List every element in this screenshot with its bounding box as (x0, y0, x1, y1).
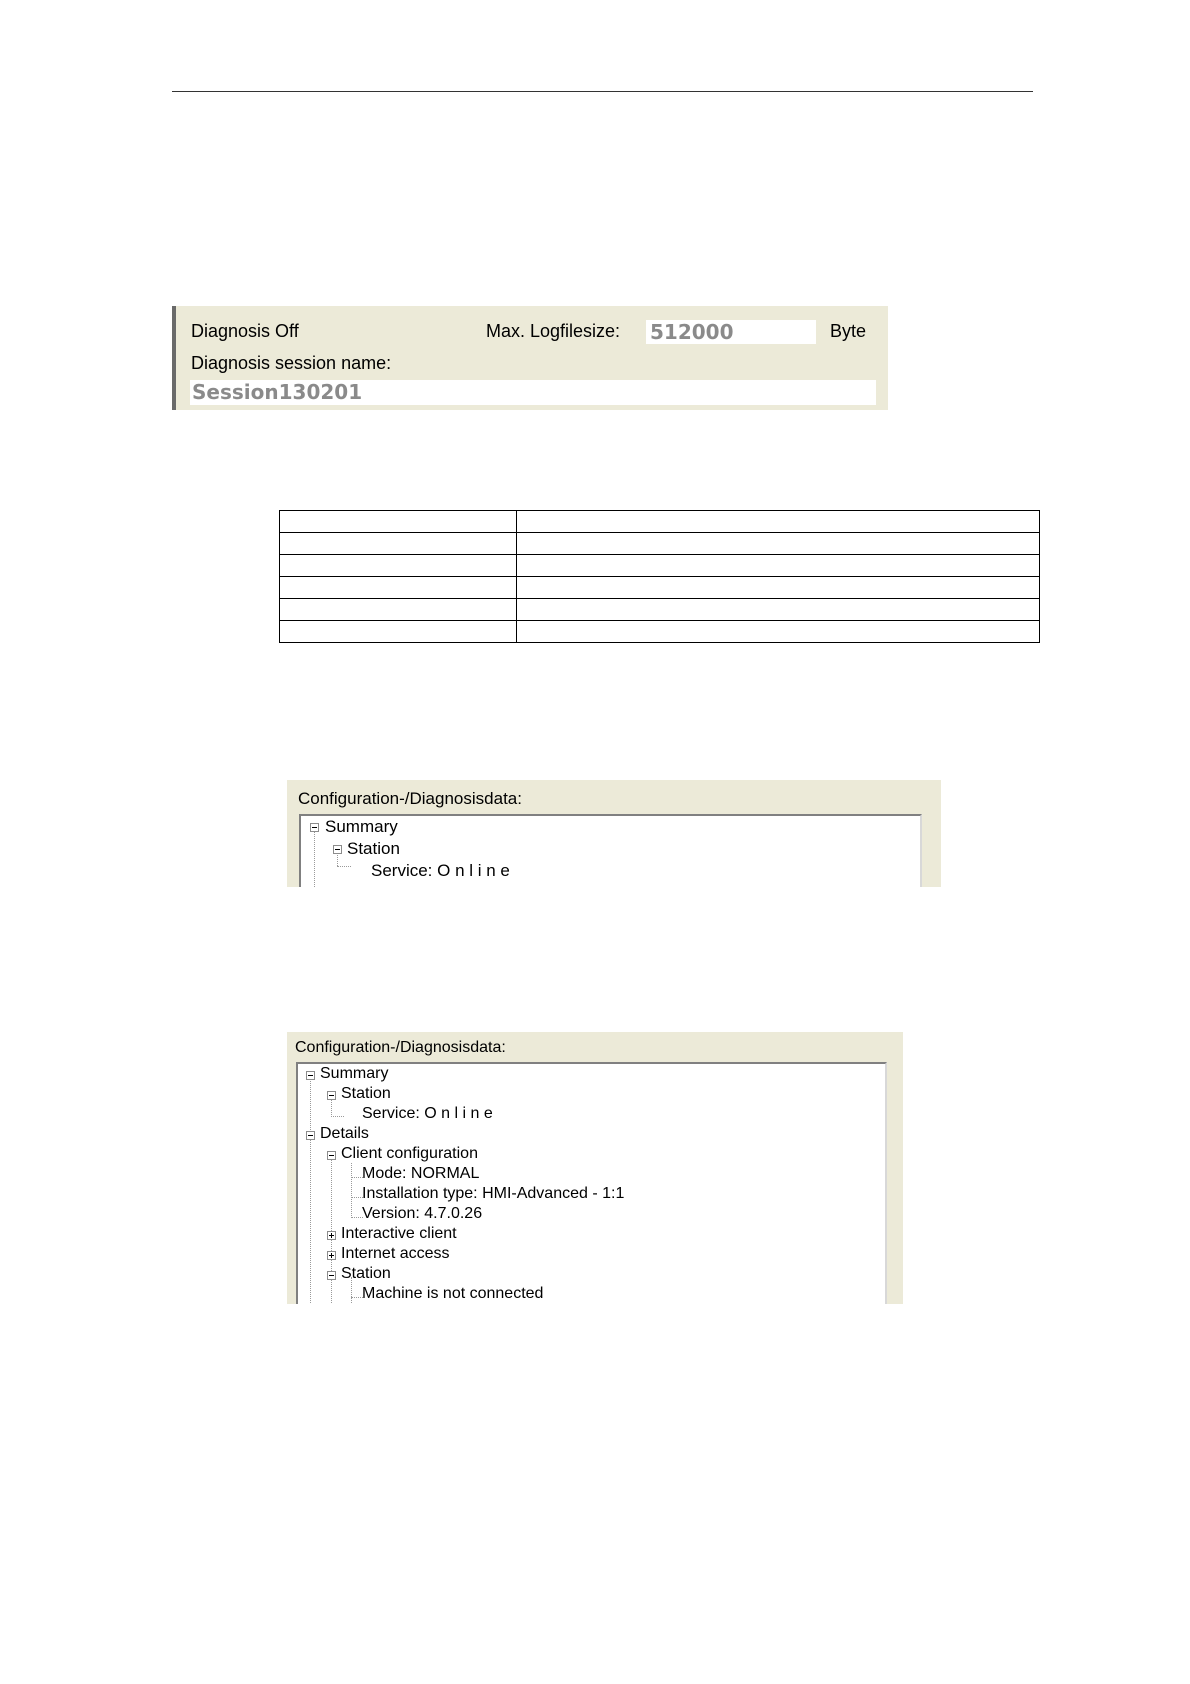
tree-connector (310, 1138, 311, 1304)
table-cell (280, 621, 517, 643)
config-diagnosis-panel-large (287, 1032, 903, 1304)
tree-view[interactable] (296, 1062, 887, 1304)
tree-node-summary[interactable]: Summary (325, 817, 398, 836)
session-name-label: Diagnosis session name: (191, 353, 392, 373)
diagnosis-status-label: Diagnosis Off (191, 321, 299, 341)
tree-node-service[interactable]: Service: O n l i n e (362, 1105, 493, 1122)
table-row (280, 577, 1040, 599)
table-row (280, 599, 1040, 621)
byte-unit-label: Byte (830, 321, 867, 341)
max-logfilesize-label: Max. Logfilesize: (486, 321, 621, 341)
tree-node-interactive-client[interactable]: Interactive client (341, 1225, 457, 1242)
table-cell (280, 555, 517, 577)
table-cell (517, 555, 1040, 577)
session-name-field[interactable]: Session130201 (190, 380, 876, 405)
tree-node-version[interactable]: Version: 4.7.0.26 (362, 1205, 483, 1222)
table-cell (517, 533, 1040, 555)
collapse-icon[interactable] (306, 1131, 315, 1140)
tree-node-station[interactable]: Station (341, 1085, 391, 1102)
tree-node-service[interactable]: Service: O n l i n e (371, 861, 510, 880)
header-rule (172, 91, 1033, 92)
diagnosis-panel (172, 306, 888, 410)
table-row (280, 555, 1040, 577)
collapse-icon[interactable] (327, 1271, 336, 1280)
tree-node-client-configuration[interactable]: Client configuration (341, 1145, 478, 1162)
tree-node-installation-type[interactable]: Installation type: HMI-Advanced - 1:1 (362, 1185, 625, 1202)
table-cell (280, 533, 517, 555)
collapse-icon[interactable] (327, 1091, 336, 1100)
tree-node-station-details[interactable]: Station (341, 1265, 391, 1282)
tree-node-details[interactable]: Details (320, 1125, 369, 1142)
tree-node-internet-access[interactable]: Internet access (341, 1245, 450, 1262)
expand-icon[interactable] (327, 1231, 336, 1240)
table-cell (517, 599, 1040, 621)
table-row (280, 621, 1040, 643)
table-cell (280, 577, 517, 599)
table-cell (280, 511, 517, 533)
table-cell (517, 577, 1040, 599)
collapse-icon[interactable] (327, 1151, 336, 1160)
config-diagnosis-panel-small (287, 780, 941, 887)
tree-connector (351, 1163, 352, 1218)
collapse-icon[interactable] (333, 845, 342, 854)
tree-node-machine-status[interactable]: Machine is not connected (362, 1285, 544, 1302)
table-cell (517, 511, 1040, 533)
table-row (280, 533, 1040, 555)
table-row (280, 511, 1040, 533)
empty-table (279, 510, 1040, 643)
tree-connector (337, 866, 351, 867)
tree-node-station[interactable]: Station (347, 839, 400, 858)
table-cell (280, 599, 517, 621)
panel-title: Configuration-/Diagnosisdata: (298, 789, 522, 808)
tree-node-mode[interactable]: Mode: NORMAL (362, 1165, 480, 1182)
tree-connector (331, 1116, 344, 1117)
panel-title: Configuration-/Diagnosisdata: (295, 1039, 506, 1056)
expand-icon[interactable] (327, 1251, 336, 1260)
table-cell (517, 621, 1040, 643)
tree-node-summary[interactable]: Summary (320, 1065, 389, 1082)
tree-view[interactable] (299, 814, 922, 887)
collapse-icon[interactable] (306, 1071, 315, 1080)
collapse-icon[interactable] (310, 823, 319, 832)
tree-connector (314, 829, 315, 887)
tree-connector (310, 1076, 311, 1138)
max-logfilesize-field[interactable]: 512000 (646, 320, 816, 344)
